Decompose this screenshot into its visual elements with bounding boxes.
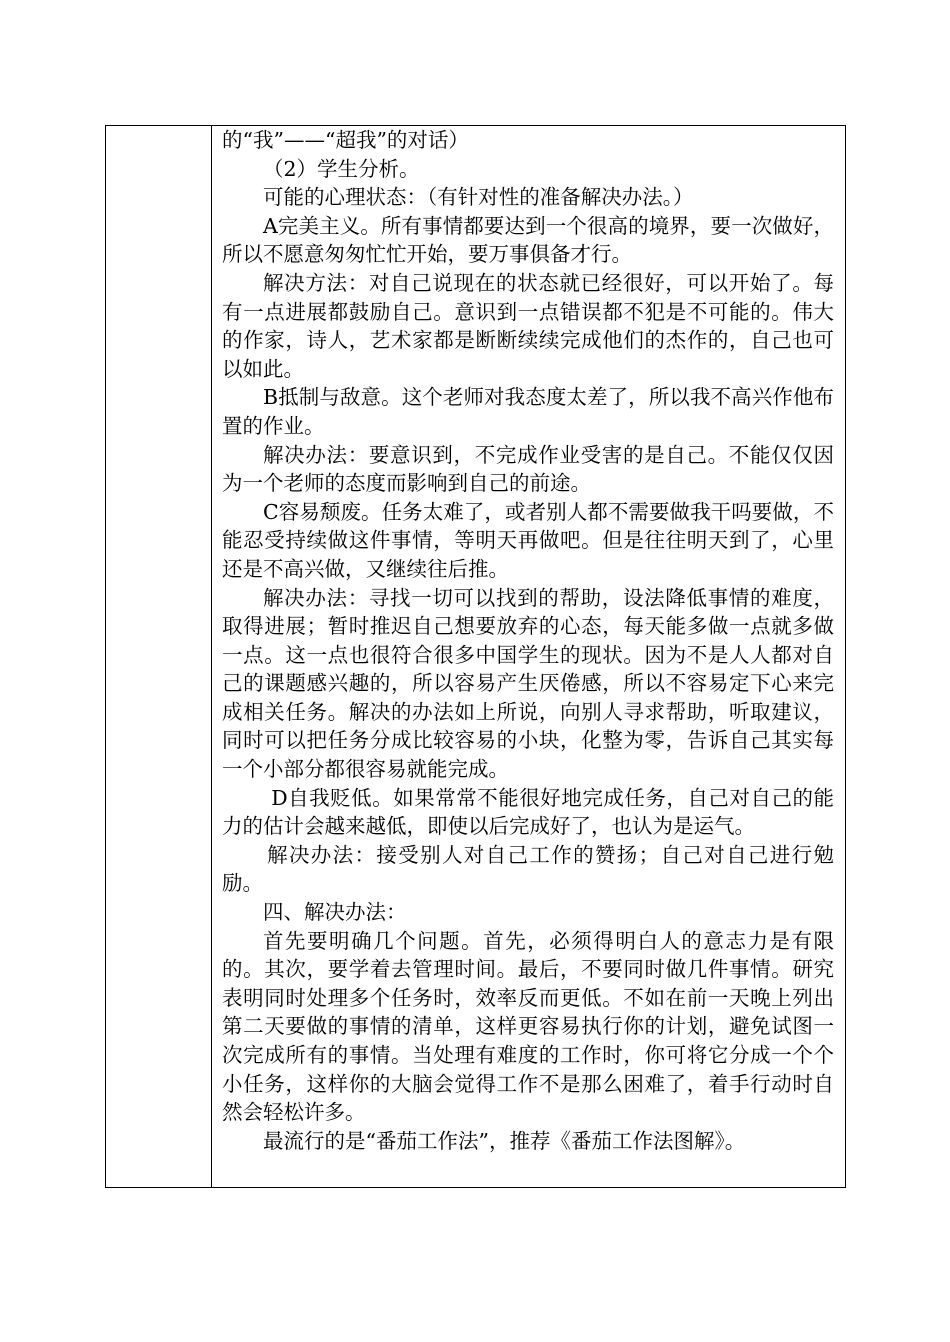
table-left-cell — [106, 126, 212, 1187]
paragraph-dialogue-end: 的“我”——“超我”的对话） — [222, 128, 469, 152]
content-table — [105, 125, 846, 1188]
paragraph-self-deprecation: D自我贬低。如果常常不能很好地完成任务，自己对自己的能力的估计会越来越低，即使以后完成好了，也认为是运气。 — [222, 785, 834, 839]
paragraph-resistance: B抵制与敌意。这个老师对我态度太差了，所以我不高兴作他布置的作业。 — [222, 385, 834, 438]
paragraph-solution-a: 解决方法：对自己说现在的状态就已经很好，可以开始了。每有一点进展都鼓励自己。意识到一点错误都不犯是不可能的。伟大的作家，诗人，艺术家都是断断续续完成他们的杰作的，自己也可以如此。 — [222, 270, 834, 381]
paragraph-solution-c: 解决办法：寻找一切可以找到的帮助，设法降低事情的难度，取得进展；暂时推迟自己想要放弃的心态，每天能多做一点就多做一点。这一点也很符合很多中国学生的现状。因为不是人人都对自己的课题感兴趣的，所以容易产生厌倦感，所以不容易定下心来完成相关任务。解决的办法如上所说，向别人寻求帮助，听取建议，同时可以把任务分成比较容易的小块，化整为零，告诉自己其实每一个小部分都很容易就能完成。 — [222, 585, 834, 782]
paragraph-mental-states: 可能的心理状态：（有针对性的准备解决办法。） — [263, 185, 694, 210]
paragraph-solution-b: 解决办法：要意识到，不完成作业受害的是自己。不能仅仅因为一个老师的态度而影响到自己的前途。 — [222, 442, 834, 496]
paragraph-solution-d: 解决办法：接受别人对自己工作的赞扬；自己对自己进行勉励。 — [222, 842, 834, 896]
paragraph-perfectionism: A完美主义。所有事情都要达到一个很高的境界，要一次做好，所以不愿意匆匆忙忙开始，要万事俱备才行。 — [222, 213, 834, 267]
section-heading-solutions: 四、解决办法： — [263, 900, 407, 925]
paragraph-solutions-body: 首先要明确几个问题。首先，必须得明白人的意志力是有限的。其次，要学着去管理时间。最后，不要同时做几件事情。研究表明同时处理多个任务时，效率反而更低。不如在前一天晚上列出第二天要做的事情的清单，这样更容易执行你的计划，避免试图一次完成所有的事情。当处理有难度的工作时，你可将它分成一个个小任务，这样你的大脑会觉得工作不是那么困难了，着手行动时自然会轻松许多。 — [222, 928, 834, 1125]
paragraph-pomodoro: 最流行的是“番茄工作法”，推荐《番茄工作法图解》。 — [263, 1128, 746, 1153]
paragraph-student-analysis: （2）学生分析。 — [263, 156, 420, 181]
paragraph-decadence: C容易颓废。任务太难了，或者别人都不需要做我干吗要做，不能忍受持续做这件事情，等明天再做吧。但是往往明天到了，心里还是不高兴做，又继续往后推。 — [222, 499, 834, 581]
table-content-cell — [222, 126, 834, 1155]
